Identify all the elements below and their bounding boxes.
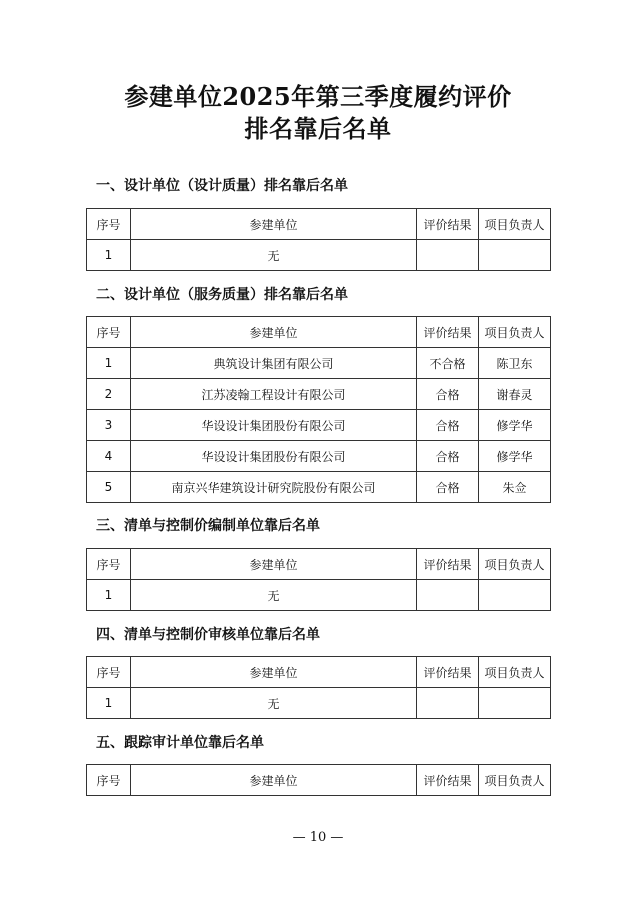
section-table-3 — [86, 548, 551, 611]
cell-result: 合格 — [417, 441, 479, 472]
table-row — [87, 472, 551, 503]
table-header-row — [87, 765, 551, 796]
header-lead: 项目负责人 — [479, 657, 551, 688]
header-result: 评价结果 — [417, 317, 479, 348]
section-heading-1: 一、设计单位（设计质量）排名靠后名单 — [96, 178, 348, 194]
cell-lead: 修学华 — [479, 441, 551, 472]
table-header-row — [87, 657, 551, 688]
section-table-4 — [86, 656, 551, 719]
section-heading-3: 三、清单与控制价编制单位靠后名单 — [96, 518, 320, 534]
cell-result — [417, 688, 479, 719]
cell-seq: 1 — [87, 240, 131, 271]
cell-seq: 1 — [87, 580, 131, 611]
header-seq: 序号 — [87, 317, 131, 348]
cell-seq: 1 — [87, 348, 131, 379]
table-row — [87, 688, 551, 719]
cell-result: 不合格 — [417, 348, 479, 379]
cell-lead — [479, 240, 551, 271]
cell-unit: 无 — [131, 580, 417, 611]
header-lead: 项目负责人 — [479, 765, 551, 796]
header-unit: 参建单位 — [131, 549, 417, 580]
table-header-row — [87, 209, 551, 240]
header-result: 评价结果 — [417, 765, 479, 796]
cell-seq: 4 — [87, 441, 131, 472]
table-row — [87, 348, 551, 379]
header-result: 评价结果 — [417, 549, 479, 580]
cell-lead: 谢春灵 — [479, 379, 551, 410]
table-row — [87, 410, 551, 441]
header-seq: 序号 — [87, 549, 131, 580]
header-unit: 参建单位 — [131, 209, 417, 240]
section-table-1 — [86, 208, 551, 271]
cell-unit: 江苏凌翰工程设计有限公司 — [131, 379, 417, 410]
table-header-row — [87, 317, 551, 348]
table-row — [87, 379, 551, 410]
section-heading-5: 五、跟踪审计单位靠后名单 — [96, 735, 264, 751]
page-number: — 10 — — [292, 830, 344, 845]
header-unit: 参建单位 — [131, 765, 417, 796]
section-table-5 — [86, 764, 551, 796]
header-lead: 项目负责人 — [479, 317, 551, 348]
cell-lead: 陈卫东 — [479, 348, 551, 379]
cell-seq: 3 — [87, 410, 131, 441]
cell-unit: 南京兴华建筑设计研究院股份有限公司 — [131, 472, 417, 503]
header-unit: 参建单位 — [131, 657, 417, 688]
cell-unit: 无 — [131, 688, 417, 719]
cell-result: 合格 — [417, 472, 479, 503]
cell-result: 合格 — [417, 379, 479, 410]
cell-unit: 华设设计集团股份有限公司 — [131, 410, 417, 441]
section-heading-4: 四、清单与控制价审核单位靠后名单 — [96, 627, 320, 643]
cell-unit: 无 — [131, 240, 417, 271]
table-header-row — [87, 549, 551, 580]
cell-seq: 5 — [87, 472, 131, 503]
table-row — [87, 580, 551, 611]
cell-seq: 1 — [87, 688, 131, 719]
cell-result — [417, 240, 479, 271]
cell-lead — [479, 688, 551, 719]
cell-lead: 修学华 — [479, 410, 551, 441]
header-seq: 序号 — [87, 657, 131, 688]
cell-lead — [479, 580, 551, 611]
table-row — [87, 240, 551, 271]
document-title-line1: 参建单位2025年第三季度履约评价 — [124, 82, 512, 111]
cell-seq: 2 — [87, 379, 131, 410]
header-unit: 参建单位 — [131, 317, 417, 348]
header-lead: 项目负责人 — [479, 209, 551, 240]
cell-result — [417, 580, 479, 611]
cell-unit: 华设设计集团股份有限公司 — [131, 441, 417, 472]
header-result: 评价结果 — [417, 209, 479, 240]
section-table-2 — [86, 316, 551, 503]
header-lead: 项目负责人 — [479, 549, 551, 580]
section-heading-2: 二、设计单位（服务质量）排名靠后名单 — [96, 287, 348, 303]
cell-result: 合格 — [417, 410, 479, 441]
header-seq: 序号 — [87, 765, 131, 796]
table-row — [87, 441, 551, 472]
header-result: 评价结果 — [417, 657, 479, 688]
cell-lead: 朱佥 — [479, 472, 551, 503]
cell-unit: 典筑设计集团有限公司 — [131, 348, 417, 379]
document-title-line2: 排名靠后名单 — [244, 114, 392, 143]
header-seq: 序号 — [87, 209, 131, 240]
